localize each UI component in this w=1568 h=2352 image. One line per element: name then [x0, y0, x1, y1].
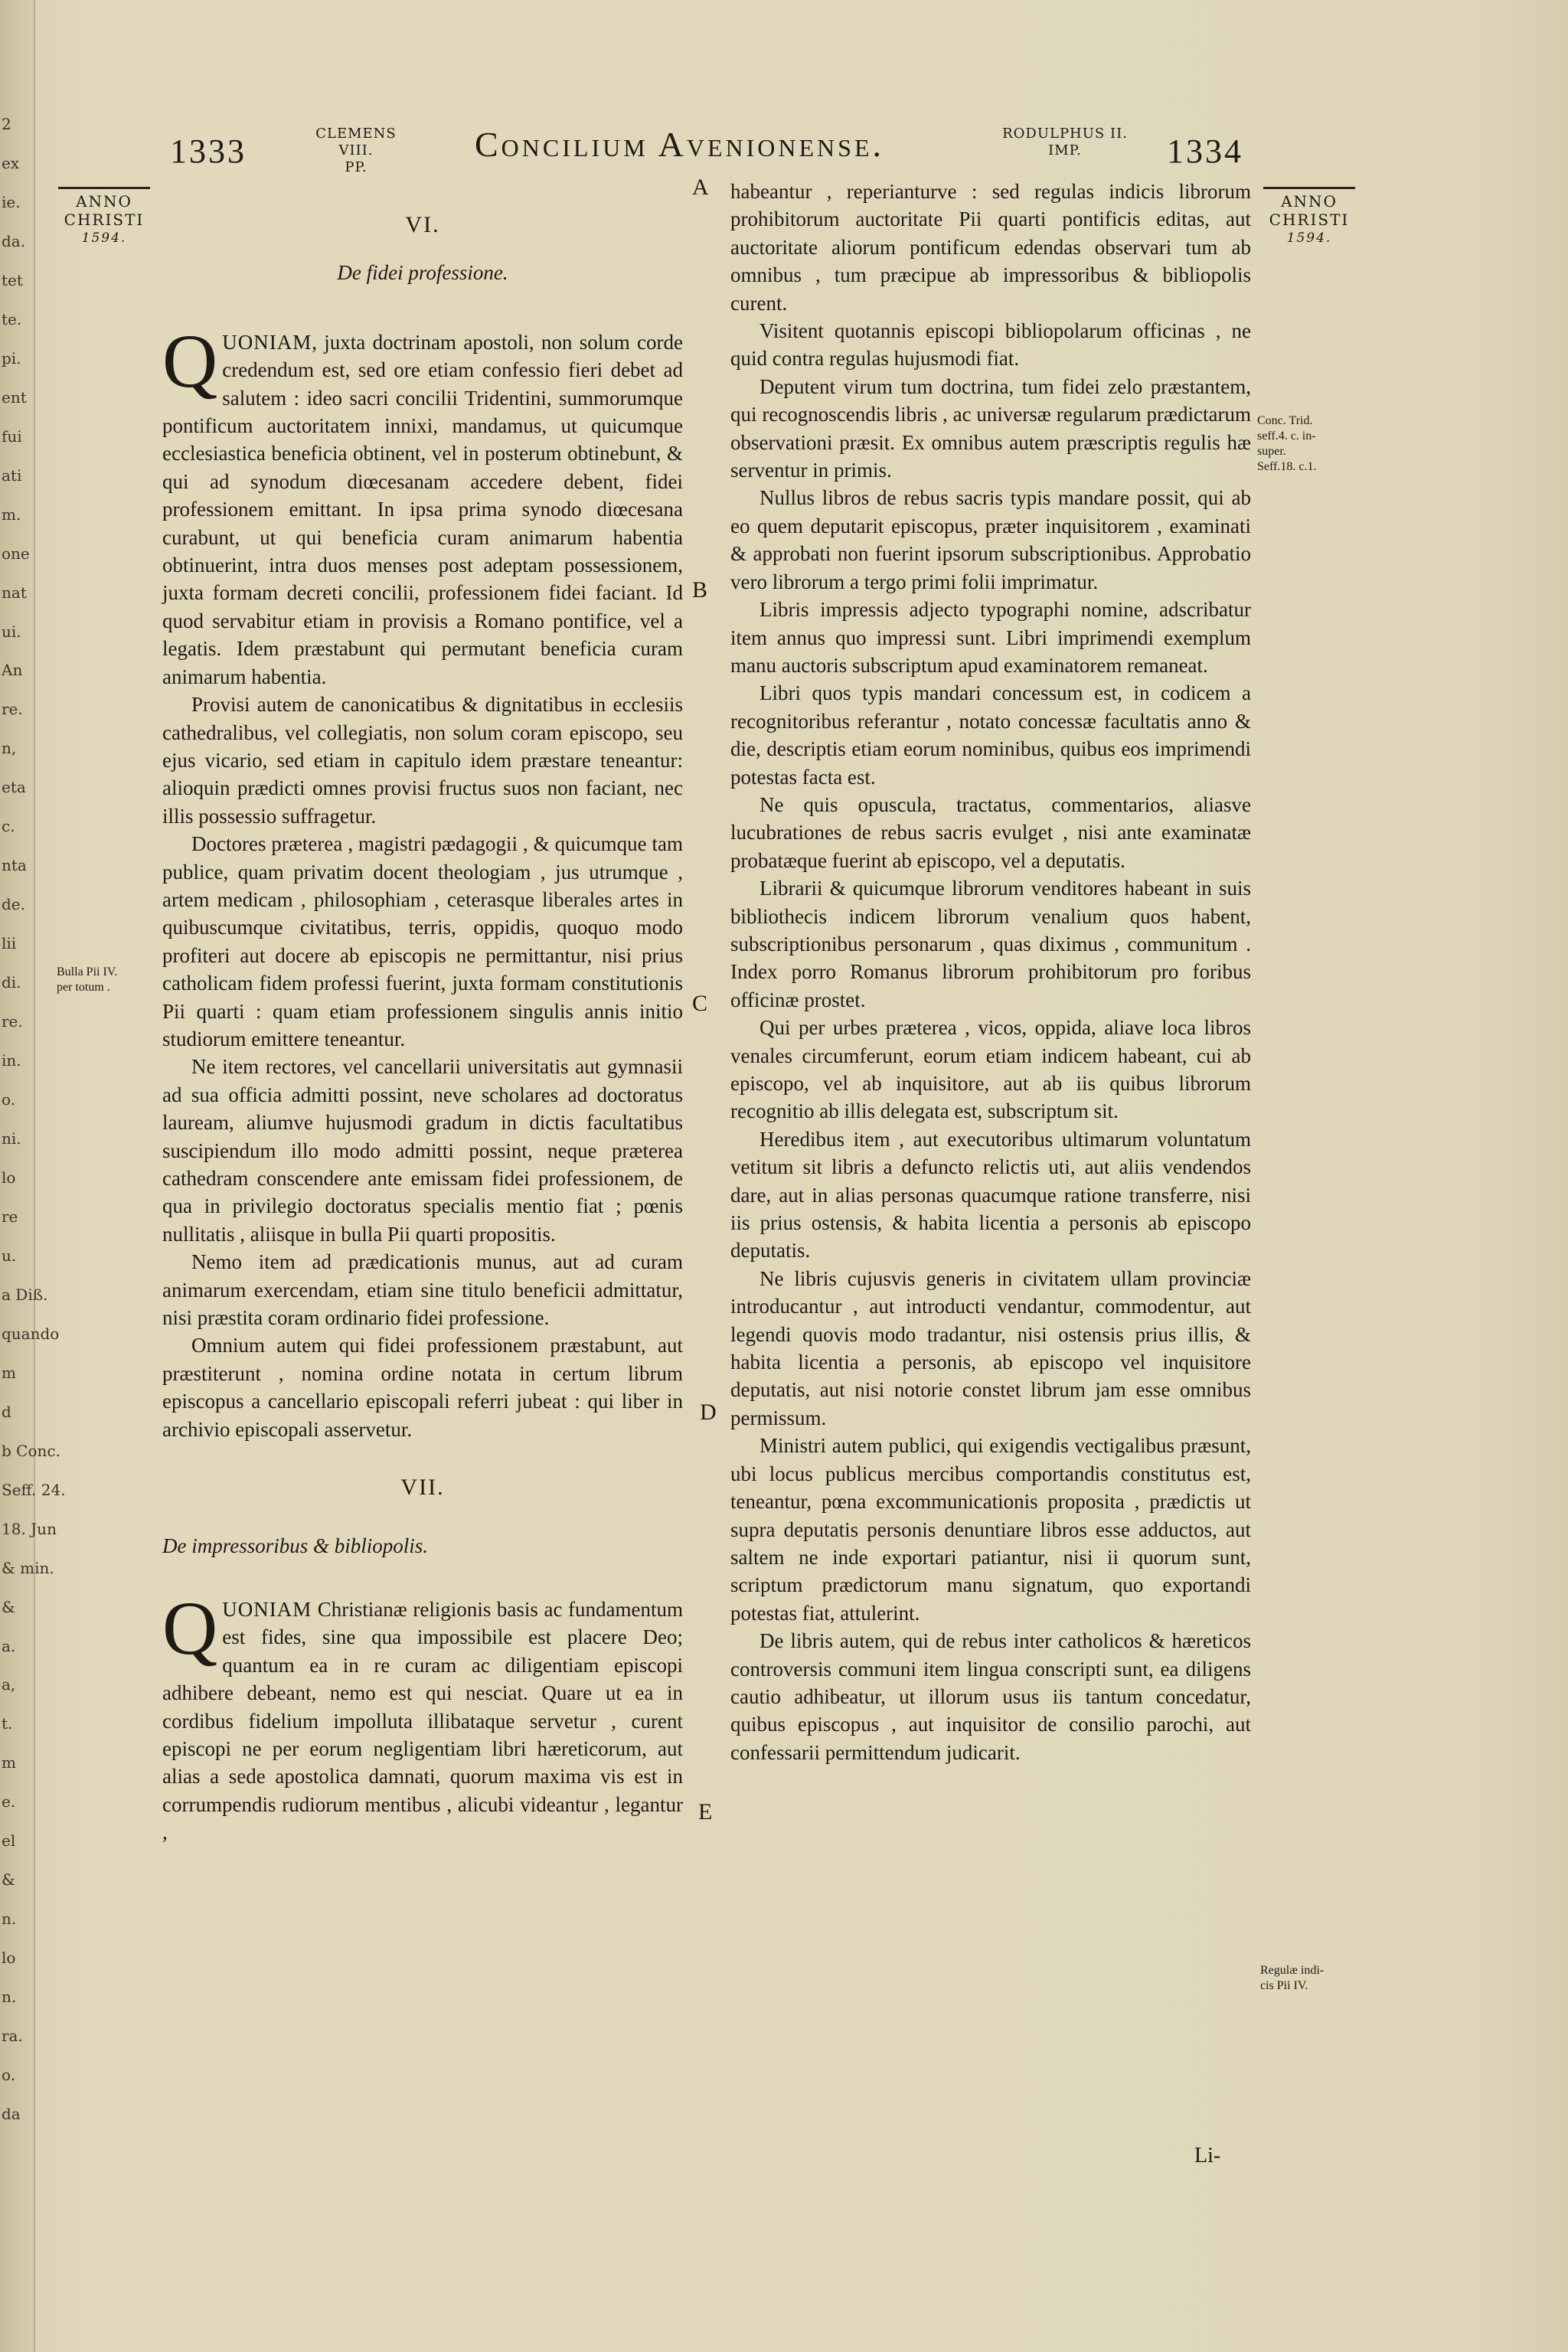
paragraph: Visitent quotannis episcopi bibliopolarum officinas , ne quid contra regulas hujusmodi fiat.: [730, 319, 1251, 371]
edge-fragment: ex: [2, 153, 20, 172]
page-title: Concilium Avenionense.: [475, 125, 884, 164]
anno-christi-right: [1263, 187, 1355, 247]
running-header: [0, 115, 1568, 176]
right-page-number: 1334: [1167, 132, 1243, 170]
margin-note-line: Conc. Trid.: [1257, 414, 1313, 427]
edge-fragment: quando: [2, 1324, 60, 1343]
edge-fragment: de.: [2, 895, 25, 914]
edge-fragment: fui: [2, 426, 22, 446]
edge-fragment: da.: [2, 231, 26, 250]
edge-fragment: a.: [2, 1636, 16, 1655]
section-letter-a: A: [692, 175, 709, 200]
edge-fragment: nta: [2, 856, 27, 875]
edge-fragment: e.: [2, 1792, 16, 1811]
edge-fragment: &: [2, 1597, 15, 1616]
anno-year: 1594.: [81, 230, 127, 246]
edge-fragment: d: [2, 1402, 11, 1421]
running-head-line: IMP.: [1048, 142, 1082, 158]
margin-note-line: per totum .: [57, 981, 110, 994]
drop-cap: Q: [162, 318, 218, 403]
left-running-head: [306, 126, 406, 176]
margin-note-line: super.: [1257, 445, 1286, 458]
edge-fragment: ati: [2, 466, 22, 485]
section-letter-c: C: [692, 991, 708, 1016]
section-title: De impressoribus & bibliopolis.: [162, 1534, 429, 1558]
edge-fragment: n.: [2, 1909, 17, 1929]
anno-year: 1594.: [1286, 230, 1332, 246]
edge-fragment: lo: [2, 1168, 16, 1187]
section-letter-d: D: [700, 1400, 717, 1425]
first-word: UONIAM: [222, 1597, 312, 1621]
paragraph: Ne quis opuscula, tractatus, commentarios, aliasve lucubrationes de rebus sacris evulget , nisi ante examinatæ probatæque fuerint ab episcopo, vel a deputatis.: [730, 792, 1251, 872]
anno-christi-left: [58, 187, 150, 247]
left-column: [162, 211, 683, 1847]
margin-note-regulae: [1260, 1963, 1360, 1994]
paragraph: [162, 1585, 683, 1847]
right-column: [730, 178, 1251, 1766]
paragraph: Deputent virum tum doctrina, tum fidei zelo præstantem, qui recognoscendis libris , ac universæ regularum prædictarum observationi præsit. Ex omnibus autem præscriptis regulis hæ serventur in primis.: [730, 374, 1251, 482]
paragraph-text: Christianæ religionis basis ac fundamentum est fides, sine qua impossibile est placere Deo; quantum ea in re curam ac diligentiam episcopi adhibere debeant, nemo est qui nesciat. Quare ut ea in cordibus fidelium impolluta illibataque servetur , curent episcopi ne per eorum negligentiam libri hæreticorum, aut alias a sede apostolica damnati, quorum maxima vis est in corrumpendis rudiorum mentibus , alicubi videantur , legantur ,: [162, 1597, 683, 1844]
catchword: Li-: [1194, 2144, 1221, 2167]
drop-cap: Q: [162, 1585, 218, 1671]
edge-fragment: te.: [2, 309, 22, 328]
christi-label: CHRISTI: [64, 211, 145, 229]
margin-note-conc-trid: [1257, 413, 1357, 475]
edge-fragment: & min.: [2, 1558, 54, 1577]
edge-fragment: one: [2, 544, 30, 563]
paragraph: Omnium autem qui fidei professionem præstabunt, aut præstiterunt , nomina ordine notata in certum librum episcopus a cancellario episcopali referri jubeat : qui liber in archivio episcopali asservetur.: [162, 1334, 683, 1441]
edge-fragment: &: [2, 1870, 15, 1890]
edge-fragment: b Conc.: [2, 1441, 60, 1460]
edge-fragment: ra.: [2, 2027, 23, 2046]
edge-fragment: n,: [2, 739, 17, 758]
margin-note-line: Regulæ indi-: [1260, 1964, 1325, 1977]
running-head-line: RODULPHUS II.: [1002, 126, 1128, 142]
section-letter-e: E: [698, 1799, 713, 1824]
edge-fragment: da: [2, 2105, 21, 2124]
edge-fragment: 2: [2, 115, 11, 133]
anno-label: ANNO: [1281, 192, 1338, 211]
edge-fragment: re.: [2, 700, 23, 719]
paragraph: Doctores præterea , magistri pædagogii , & quicumque tam publice, quam privatim docent theologiam , jus utrumque , artem medicam , philosophiam , ceterasque liberales artes in quibuscumque civitatibus, terris, oppidis, quoquo modo profiteri aut docere ab episcopis ne permittantur, nisi prius catholicam fidem professi fuerint, juxta formam constitutionis Pii quarti : quam etiam professionem singulis annis initio studiorum emittere teneantur.: [162, 832, 683, 1050]
paragraph: Nullus libros de rebus sacris typis mandare possit, qui ab eo quem deputarit episcopus, præter inquisitorem , examinati & approbati non fuerint ipsorum subscriptionibus. Approbatio vero librorum a tergo primi folii imprimatur.: [730, 486, 1251, 593]
section-letter-b: B: [692, 577, 708, 603]
paragraph: Libris impressis adjecto typographi nomine, adscribatur item annus quo impressi sunt. Libri imprimendi exemplum manu auctoris subscriptum apud examinatorem remaneat.: [730, 598, 1251, 677]
edge-fragment: t.: [2, 1714, 13, 1733]
anno-rule: [1263, 187, 1355, 189]
paragraph: Ne item rectores, vel cancellarii universitatis aut gymnasii ad sua officia admitti possint, neve scholares ad doctoratus lauream, aliumve hujusmodi gradum in dictis facultatibus suscipiendum illo modo admitti possint, neque præterea cathedram conscendere ante emissam fidei professionem, de qua in privilegio doctoratus specialis mentio fiat ; pœnis nullitatis , aliisque in bulla Pii quarti propositis.: [162, 1055, 683, 1246]
anno-label: ANNO: [76, 192, 132, 211]
paragraph: [162, 318, 683, 691]
paragraph-text: , juxta doctrinam apostoli, non solum corde credendum est, sed ore etiam confessio fieri debet ad salutem : ideo sacri concilii Tridentini, summorumque pontificum auctoritatem innixi, mandamus, ut quicumque ecclesiastica beneficia obtinent, vel in posterum obtinebunt, & qui ad synodum diœcesanam accedere debent, fidei professionem emittant. In ipsa prima synodo diœcesana curabunt, ut qui beneficia curam animarum habentia obtinuerint, intra duos menses post adeptam possessionem, juxta formam decreti concilii, professionem fidei faciant. Id quod servabitur etiam in provisis a Romano pontifice, vel a legatis. Idem præstabunt qui permutant beneficia curam animarum habentia.: [162, 330, 683, 688]
edge-fragment: ie.: [2, 192, 21, 211]
edge-fragment: n.: [2, 1988, 17, 2007]
edge-fragment: m: [2, 1753, 16, 1772]
margin-note-line: seff.4. c. in-: [1257, 430, 1316, 443]
edge-fragment: c.: [2, 817, 15, 836]
edge-fragment: di.: [2, 973, 21, 992]
right-running-head: [992, 126, 1138, 159]
edge-fragment: u.: [2, 1246, 17, 1265]
previous-page-edge: [0, 0, 66, 2352]
paragraph: Libri quos typis mandari concessum est, in codicem a recognitoribus referantur , notato concessæ facultatis anno & die, descriptis etiam eorum nominibus, quibus eos imprimendi potestas facta est.: [730, 681, 1251, 789]
margin-note-bulla: [57, 965, 156, 995]
edge-fragment: lii: [2, 934, 17, 953]
margin-note-line: cis Pii IV.: [1260, 1979, 1308, 1992]
margin-note-line: Bulla Pii IV.: [57, 965, 118, 978]
edge-fragment: m.: [2, 505, 21, 524]
edge-fragment: re: [2, 1207, 18, 1226]
paragraph: Ne libris cujusvis generis in civitatem ullam provinciæ introducantur , aut introducti vendantur, commodentur, aut legendi quovis modo tradantur, nisi ostensis prius illis, & habita licentia a personis, ab episcopo vel inquisitore deputatis, aut nisi notorie constet librum jam esse omnibus permissum.: [730, 1266, 1251, 1429]
edge-fragment: tet: [2, 270, 23, 289]
paragraph: De libris autem, qui de rebus inter catholicos & hæreticos controversis communi item lingua conscripti sunt, ea diligens cautio adhibeatur, ut illorum usus iis tantum concedatur, quibus episcopus , aut inquisitor de consilio parochi, aut confessarii permittendum judicarit.: [730, 1629, 1251, 1764]
paragraph: Heredibus item , aut executoribus ultimarum voluntatum vetitum sit libris a defuncto relictis uti, aut aliis vendendos dare, aut in alias personas quacumque ratione transferre, nisi iis prius ostensis, & habita licentia a personis ab episcopo deputatis.: [730, 1127, 1251, 1263]
edge-fragment: ni.: [2, 1129, 21, 1148]
christi-label: CHRISTI: [1269, 211, 1350, 229]
edge-fragment: eta: [2, 778, 26, 797]
left-page-number: 1333: [170, 132, 247, 170]
edge-fragment: o.: [2, 1090, 16, 1109]
edge-fragment: lo: [2, 1949, 16, 1968]
section-number: VI.: [405, 212, 440, 237]
paragraph: habeantur , reperianturve : sed regulas indicis librorum prohibitorum auctoritate Pii quarti pontificis editas, aut auctoritate aliorum pontificum edendas observari tum ab omnibus , tum præcipue ab impressoribus & bibliopolis curent.: [730, 180, 1251, 315]
running-head-line: PP.: [345, 159, 368, 175]
edge-fragment: 18. Jun: [2, 1519, 57, 1538]
first-word: UONIAM: [222, 330, 312, 354]
edge-fragment: a,: [2, 1675, 16, 1694]
paragraph: Provisi autem de canonicatibus & dignitatibus in ecclesiis cathedralibus, vel collegiatis, non solum coram episcopo, seu ejus vicario, sed etiam in capitulo idem præstare teneantur: alioquin prædicti omnes provisi fructus suos non faciant, nec illis possessio suffragetur.: [162, 693, 683, 828]
edge-fragment: ent: [2, 387, 27, 407]
edge-fragment: An: [2, 661, 23, 680]
edge-fragment: Seff. 24.: [2, 1480, 66, 1499]
margin-note-line: Seff.18. c.1.: [1257, 460, 1317, 473]
edge-fragment: nat: [2, 583, 27, 602]
edge-fragment: in.: [2, 1051, 21, 1070]
edge-fragment: ui.: [2, 622, 21, 641]
paragraph: Ministri autem publici, qui exigendis vectigalibus præsunt, ubi locus publicus mercibus comportandis constitutus est, teneantur, pœna excommunicationis proposita , prædictis ut supra deputatis personis denuntiare libros esse adductos, aut saltem ne inde exportari patiantur, nisi ii quorum sunt, scriptum prædictorum manu signatum, quo exportandi potestas fiat, attulerint.: [730, 1434, 1251, 1625]
edge-fragment: el: [2, 1831, 16, 1851]
edge-fragment: pi.: [2, 348, 21, 368]
section-number: VII.: [400, 1475, 445, 1501]
paragraph: Qui per urbes præterea , vicos, oppida, aliave loca libros venales circumferunt, eorum etiam indicem habeant, cui ab episcopo, vel ab inquisitore, aut ab iis quibus librorum recognitio ab illis delegata est, subscriptum sit.: [730, 1016, 1251, 1123]
edge-fragment: o.: [2, 2066, 16, 2085]
anno-rule: [58, 187, 150, 189]
section-title: De fidei professione.: [337, 261, 508, 285]
paragraph: Nemo item ad prædicationis munus, aut ad curam animarum exercendam, etiam sine titulo beneficii admittatur, nisi præstita coram ordinario fidei professione.: [162, 1250, 683, 1330]
edge-fragment: a Diß.: [2, 1285, 48, 1304]
paragraph: Librarii & quicumque librorum venditores habeant in suis bibliothecis indicem librorum venalium quos habent, subscriptionibus personarum , quas diximus , communitum . Index porro Romanus librorum prohibitorum pro foribus officinæ prostet.: [730, 877, 1251, 1011]
edge-fragment: re.: [2, 1012, 23, 1031]
edge-fragment: m: [2, 1363, 16, 1382]
running-head-line: CLEMENS VIII.: [315, 126, 397, 158]
